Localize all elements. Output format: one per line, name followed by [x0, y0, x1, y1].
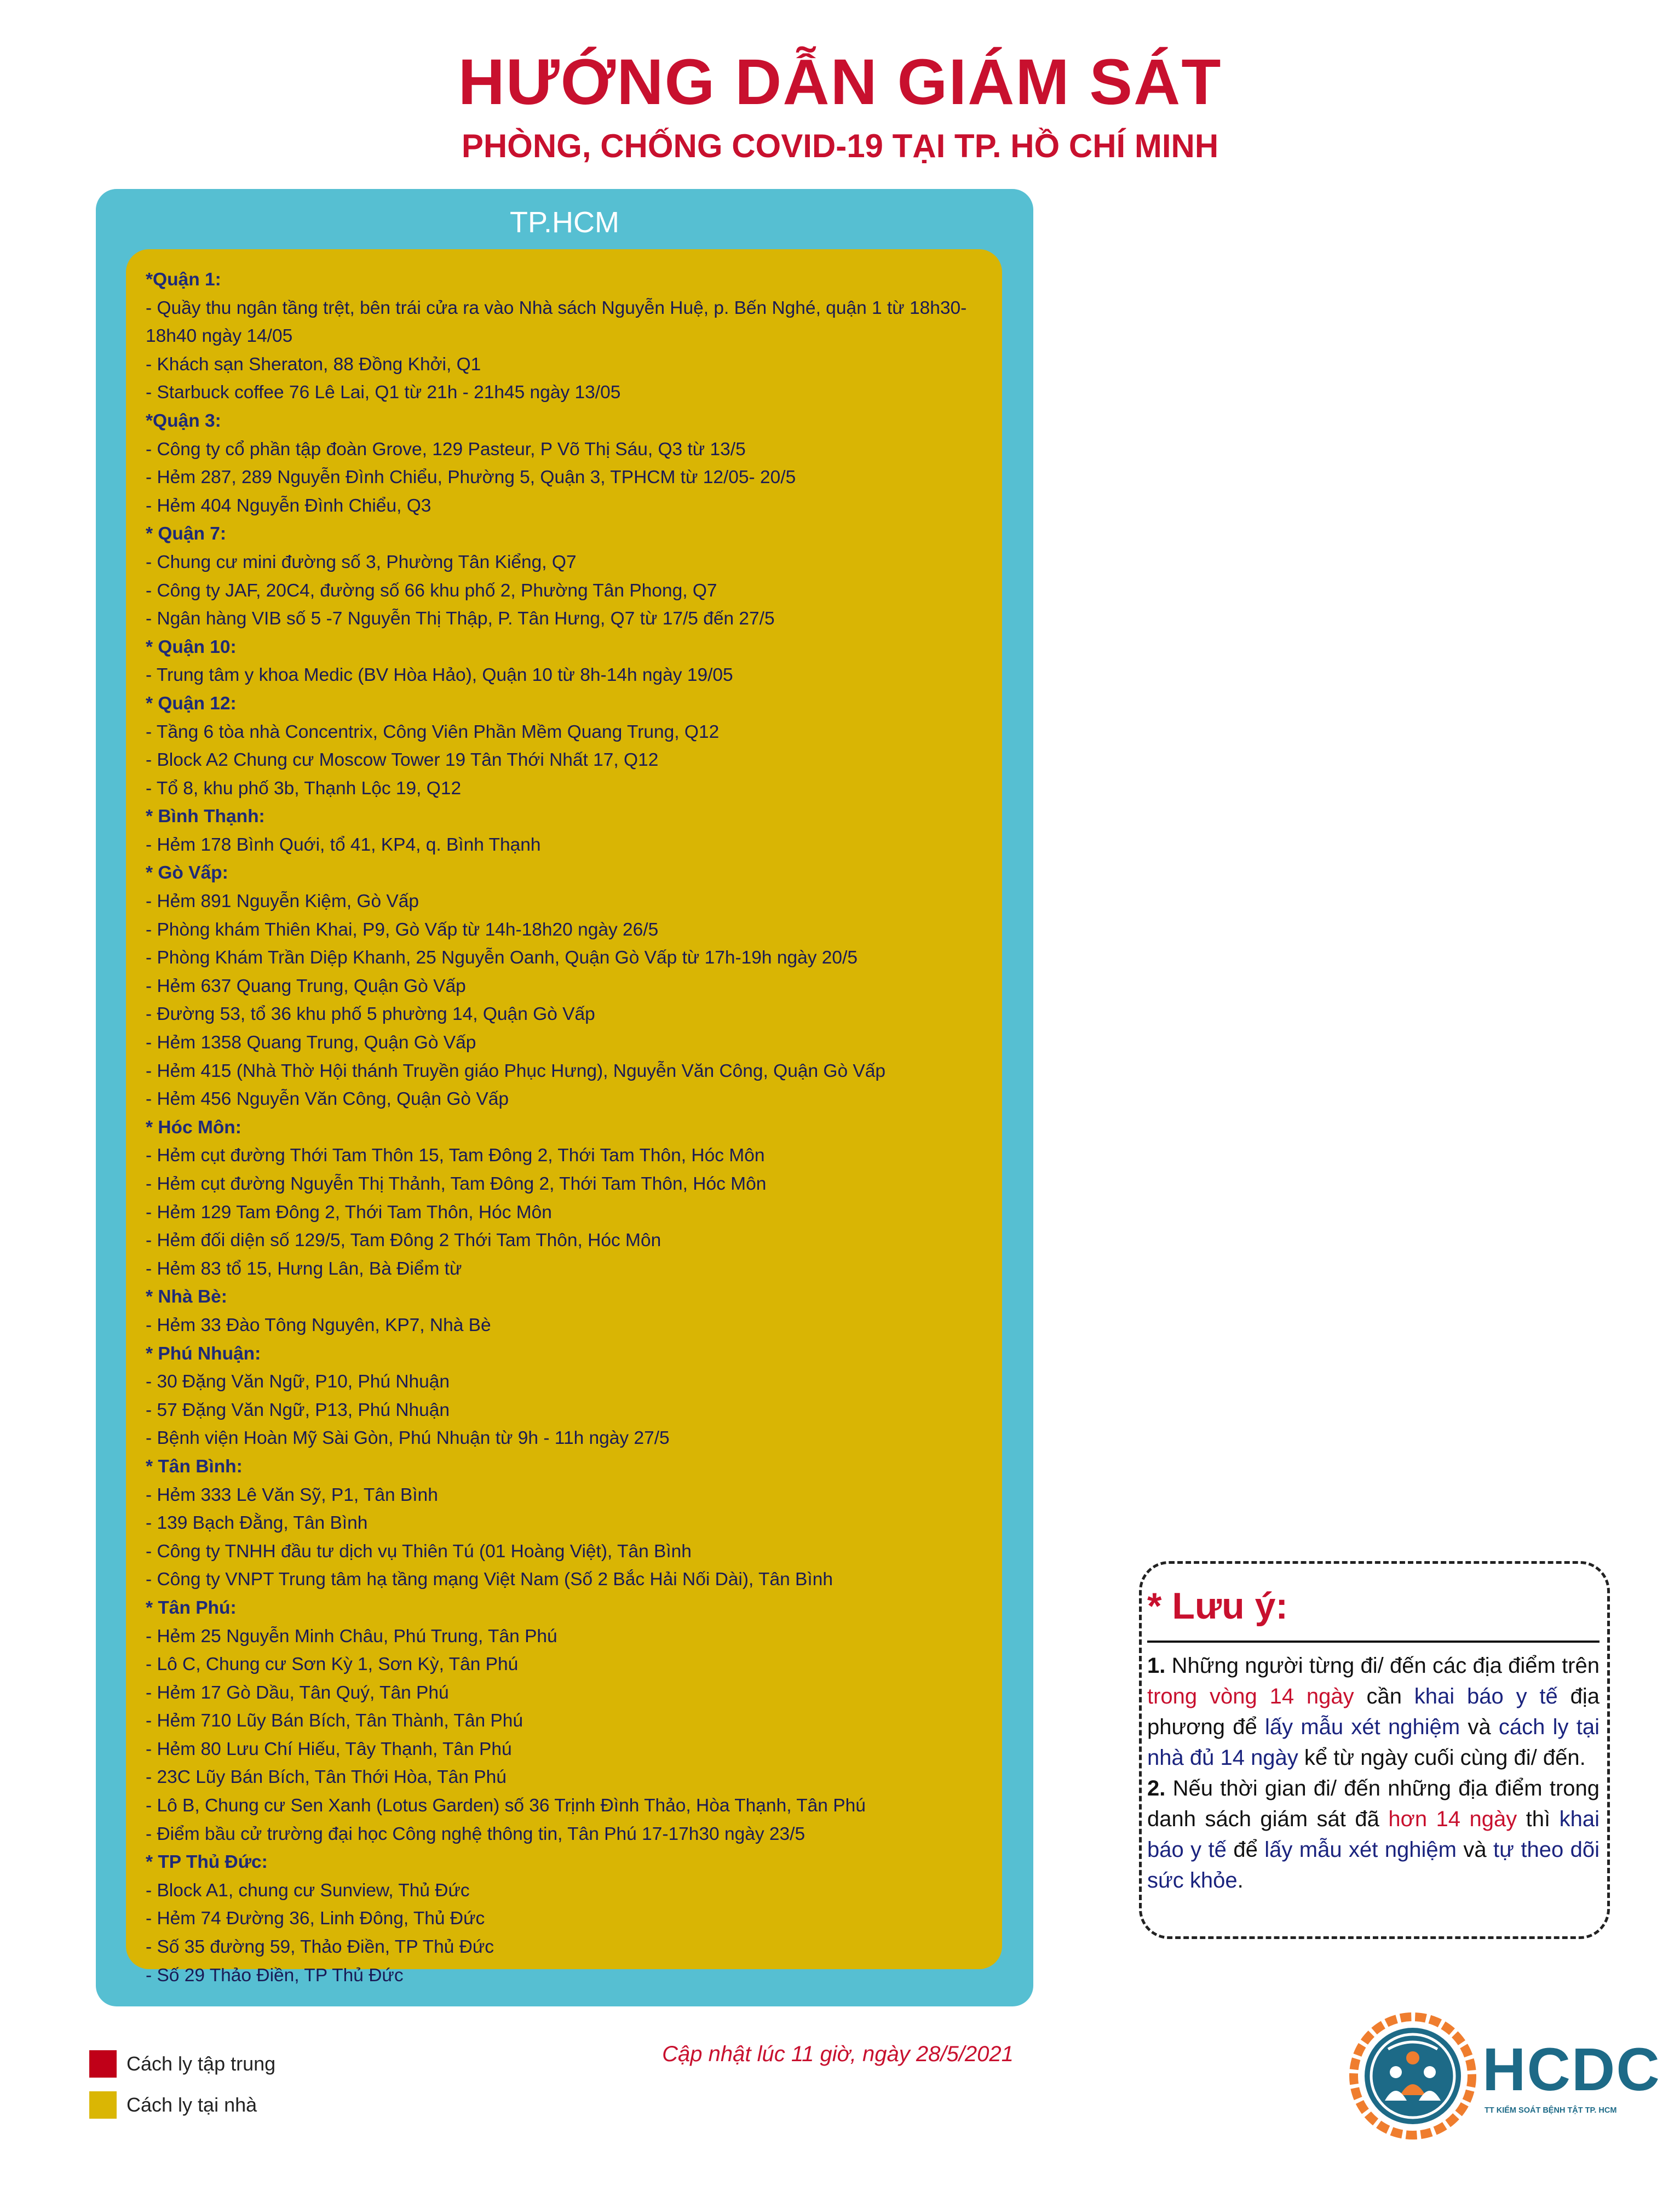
- list-item: - Tổ 8, khu phố 3b, Thạnh Lộc 19, Q12: [146, 778, 462, 799]
- legend-swatch-gold: [89, 2091, 117, 2119]
- note-text: địa phương để: [1147, 1684, 1600, 1739]
- hcdc-logo: [1350, 2013, 1661, 2144]
- list-item: - Hẻm 404 Nguyễn Đình Chiểu, Q3: [146, 495, 431, 516]
- list-item: - Điểm bầu cử trường đại học Công nghệ thông tin, Tân Phú 17-17h30 ngày 23/5: [146, 1823, 806, 1844]
- page-title: HƯỚNG DẪN GIÁM SÁT: [458, 46, 1222, 118]
- list-item: - Hẻm 74 Đường 36, Linh Đông, Thủ Đức: [146, 1908, 485, 1929]
- district-heading: * Hóc Môn:: [146, 1117, 241, 1138]
- list-item: - Hẻm đối diện số 129/5, Tam Đông 2 Thới Tam Thôn, Hóc Môn: [146, 1230, 661, 1251]
- list-item: - Hẻm 178 Bình Quới, tổ 41, KP4, q. Bình Thạnh: [146, 834, 541, 855]
- list-item: - Hẻm 415 (Nhà Thờ Hội thánh Truyền giáo Phục Hưng), Nguyễn Văn Công, Quận Gò Vấp: [146, 1060, 886, 1081]
- note-number: 1.: [1147, 1654, 1166, 1678]
- list-item: - Đường 53, tổ 36 khu phố 5 phường 14, Quận Gò Vấp: [146, 1004, 595, 1025]
- list-item: - Hẻm 287, 289 Nguyễn Đình Chiểu, Phường 5, Quận 3, TPHCM từ 12/05- 20/5: [146, 467, 796, 488]
- list-item: - Hẻm cụt đường Nguyễn Thị Thảnh, Tam Đông 2, Thới Tam Thôn, Hóc Môn: [146, 1174, 767, 1194]
- note-text: Nếu thời gian đi/ đến những địa điểm trong danh sách giám sát đã: [1147, 1776, 1600, 1831]
- update-timestamp: Cập nhật lúc 11 giờ, ngày 28/5/2021: [662, 2042, 1014, 2066]
- list-item: - Hẻm 710 Lũy Bán Bích, Tân Thành, Tân Phú: [146, 1711, 523, 1731]
- page-subtitle: PHÒNG, CHỐNG COVID-19 TẠI TP. HỒ CHÍ MINH: [461, 128, 1219, 164]
- district-heading: * Quận 7:: [146, 524, 227, 544]
- list-item: - Quầy thu ngân tầng trệt, bên trái cửa ra vào Nhà sách Nguyễn Huệ, p. Bến Nghé, quận 1 từ 18h30-18h40 ngày 14/05: [146, 297, 967, 347]
- note-number: 2.: [1147, 1776, 1166, 1800]
- district-heading: * Gò Vấp:: [146, 863, 228, 884]
- list-item: - Trung tâm y khoa Medic (BV Hòa Hảo), Quận 10 từ 8h-14h ngày 19/05: [146, 665, 733, 686]
- note-text: cần: [1354, 1684, 1414, 1708]
- note-divider: [1147, 1641, 1600, 1643]
- note-title: * Lưu ý:: [1147, 1585, 1288, 1627]
- list-item: - Ngân hàng VIB số 5 -7 Nguyễn Thị Thập, P. Tân Hưng, Q7 từ 17/5 đến 27/5: [146, 609, 775, 629]
- list-item: - Hẻm 1358 Quang Trung, Quận Gò Vấp: [146, 1033, 476, 1053]
- note-highlight-red: hơn 14 ngày: [1388, 1807, 1517, 1831]
- district-heading: * Bình Thạnh:: [146, 806, 265, 827]
- note-text: thì: [1517, 1807, 1560, 1831]
- list-item: - Hẻm 129 Tam Đông 2, Thới Tam Thôn, Hóc Môn: [146, 1202, 552, 1223]
- note-highlight-navy: cách ly tại nhà đủ 14 ngày: [1147, 1715, 1600, 1770]
- list-item: - Công ty TNHH đầu tư dịch vụ Thiên Tú (01 Hoàng Việt), Tân Bình: [146, 1541, 692, 1562]
- note-highlight-navy: khai báo y tế: [1147, 1807, 1600, 1862]
- list-item: - Công ty VNPT Trung tâm hạ tầng mạng Việt Nam (Số 2 Bắc Hải Nối Dài), Tân Bình: [146, 1569, 833, 1590]
- district-heading: * Nhà Bè:: [146, 1287, 227, 1307]
- district-heading: *Quận 1:: [146, 269, 221, 290]
- note-text: để: [1226, 1838, 1265, 1862]
- note-text: kể từ ngày cuối cùng đi/ đến.: [1298, 1746, 1586, 1770]
- list-item: - 23C Lũy Bán Bích, Tân Thới Hòa, Tân Phú: [146, 1767, 507, 1788]
- note-highlight-red: trong vòng 14 ngày: [1147, 1684, 1354, 1708]
- district-heading: * Tân Bình:: [146, 1456, 243, 1477]
- logo-subtitle: TT KIỂM SOÁT BỆNH TẬT TP. HCM: [1485, 2106, 1617, 2115]
- district-heading: * Quận 10:: [146, 636, 237, 657]
- note-text: và: [1456, 1838, 1494, 1862]
- legend-label: Cách ly tập trung: [126, 2052, 276, 2075]
- list-item: - Hẻm 80 Lưu Chí Hiếu, Tây Thạnh, Tân Phú: [146, 1739, 512, 1759]
- note-highlight-navy: lấy mẫu xét nghiệm: [1264, 1838, 1457, 1862]
- list-item: - Block A1, chung cư Sunview, Thủ Đức: [146, 1880, 470, 1901]
- list-item: - Hẻm 637 Quang Trung, Quận Gò Vấp: [146, 976, 466, 996]
- list-item: - 30 Đặng Văn Ngữ, P10, Phú Nhuận: [146, 1372, 450, 1392]
- note-highlight-navy: tự theo dõi sức khỏe: [1147, 1838, 1600, 1892]
- list-item: - Khách sạn Sheraton, 88 Đồng Khởi, Q1: [146, 354, 481, 375]
- list-item: - Số 29 Thảo Điền, TP Thủ Đức: [146, 1965, 404, 1986]
- list-item: - Hẻm 83 tổ 15, Hưng Lân, Bà Điểm từ: [146, 1258, 462, 1279]
- list-item: - Hẻm 33 Đào Tông Nguyên, KP7, Nhà Bè: [146, 1315, 491, 1335]
- list-item: - Hẻm 891 Nguyễn Kiệm, Gò Vấp: [146, 891, 419, 912]
- list-item: - Số 35 đường 59, Thảo Điền, TP Thủ Đức: [146, 1937, 494, 1958]
- list-item: - Hẻm 333 Lê Văn Sỹ, P1, Tân Bình: [146, 1484, 438, 1505]
- panel-title: TP.HCM: [509, 206, 620, 239]
- note-highlight-navy: lấy mẫu xét nghiệm: [1264, 1715, 1460, 1739]
- list-item: - Phòng Khám Trần Diệp Khanh, 25 Nguyễn Oanh, Quận Gò Vấp từ 17h-19h ngày 20/5: [146, 948, 858, 968]
- district-heading: * Quận 12:: [146, 693, 237, 714]
- district-heading: * Phú Nhuận:: [146, 1343, 261, 1364]
- surveillance-panel: [96, 189, 1033, 2006]
- legend-label: Cách ly tại nhà: [126, 2094, 257, 2116]
- location-list-box: [126, 249, 1002, 1986]
- legend-swatch-red: [89, 2050, 117, 2078]
- list-item: - Hẻm cụt đường Thới Tam Thôn 15, Tam Đông 2, Thới Tam Thôn, Hóc Môn: [146, 1145, 765, 1166]
- note-text: .: [1237, 1868, 1244, 1892]
- note-body: [1147, 1650, 1600, 1896]
- district-heading: * TP Thủ Đức:: [146, 1852, 268, 1873]
- list-item: - Chung cư mini đường số 3, Phường Tân Kiểng, Q7: [146, 552, 577, 572]
- note-text: Những người từng đi/ đến các địa điểm trên: [1165, 1654, 1600, 1678]
- list-item: - Phòng khám Thiên Khai, P9, Gò Vấp từ 14h-18h20 ngày 26/5: [146, 919, 659, 940]
- note-highlight-navy: khai báo y tế: [1414, 1684, 1558, 1708]
- list-item: - Công ty cổ phần tập đoàn Grove, 129 Pasteur, P Võ Thị Sáu, Q3 từ 13/5: [146, 439, 746, 460]
- list-item: - Hẻm 25 Nguyễn Minh Châu, Phú Trung, Tân Phú: [146, 1626, 557, 1647]
- list-item: - Bệnh viện Hoàn Mỹ Sài Gòn, Phú Nhuận từ 9h - 11h ngày 27/5: [146, 1428, 670, 1449]
- list-item: - Starbuck coffee 76 Lê Lai, Q1 từ 21h - 21h45 ngày 13/05: [146, 382, 621, 403]
- list-item: - Block A2 Chung cư Moscow Tower 19 Tân Thới Nhất 17, Q12: [146, 750, 659, 771]
- list-item: - Hẻm 17 Gò Dầu, Tân Quý, Tân Phú: [146, 1682, 449, 1703]
- note-text: và: [1460, 1715, 1499, 1739]
- list-item: - 139 Bạch Đằng, Tân Bình: [146, 1513, 368, 1534]
- list-item: - 57 Đặng Văn Ngữ, P13, Phú Nhuận: [146, 1400, 450, 1420]
- note-box: [1139, 1561, 1610, 1939]
- logo-text: HCDC: [1482, 2036, 1661, 2103]
- location-list: [146, 266, 986, 1989]
- district-heading: *Quận 3:: [146, 410, 221, 431]
- list-item: - Công ty JAF, 20C4, đường số 66 khu phố 2, Phường Tân Phong, Q7: [146, 580, 717, 601]
- note-paragraph-2: [1147, 1773, 1600, 1896]
- list-item: - Lô B, Chung cư Sen Xanh (Lotus Garden) số 36 Trịnh Đình Thảo, Hòa Thạnh, Tân Phú: [146, 1796, 866, 1816]
- district-heading: * Tân Phú:: [146, 1597, 237, 1618]
- list-item: - Lô C, Chung cư Sơn Kỳ 1, Sơn Kỳ, Tân Phú: [146, 1654, 519, 1675]
- list-item: - Hẻm 456 Nguyễn Văn Công, Quận Gò Vấp: [146, 1089, 509, 1110]
- hcdc-emblem-icon: [1350, 2013, 1476, 2139]
- note-paragraph-1: [1147, 1650, 1600, 1773]
- list-item: - Tầng 6 tòa nhà Concentrix, Công Viên Phần Mềm Quang Trung, Q12: [146, 721, 720, 742]
